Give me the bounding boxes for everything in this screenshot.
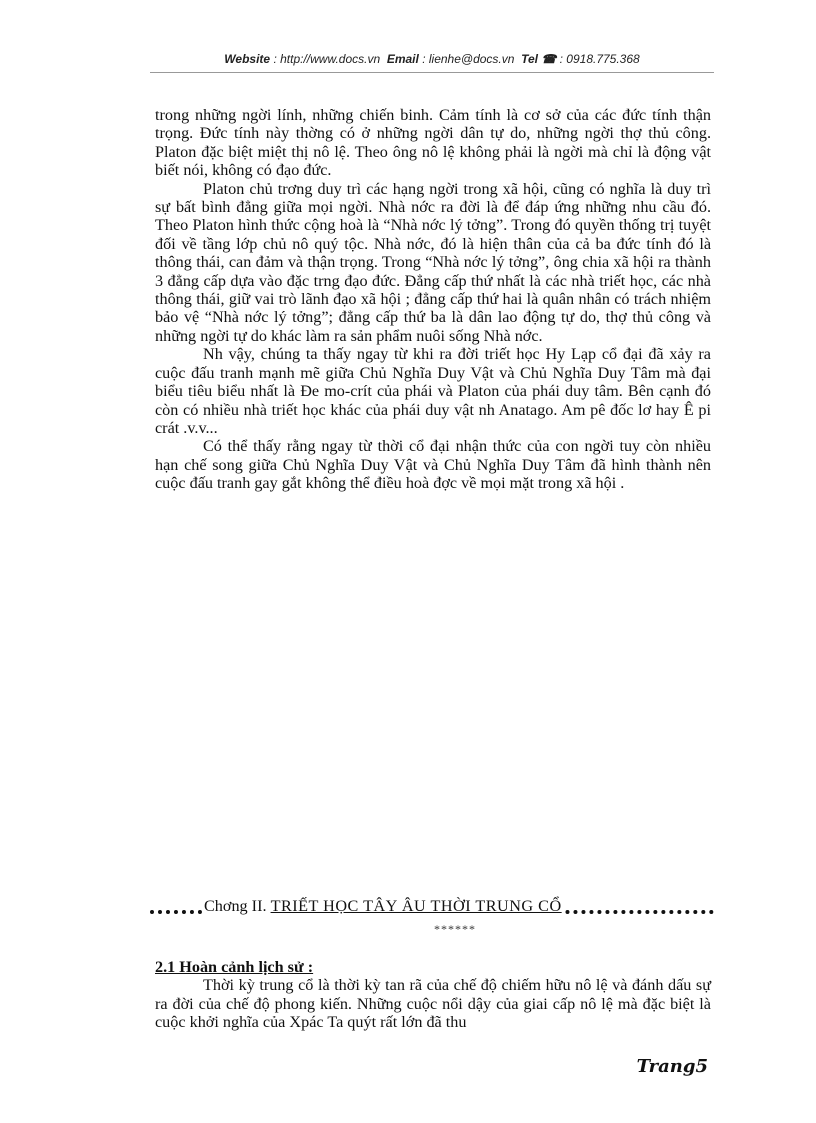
chapter-stars: ****** (434, 922, 476, 936)
chapter-title-text: TRIẾT HỌC TÂY ÂU THỜI TRUNG CỔ (270, 897, 562, 915)
body-text (155, 106, 711, 493)
section-paragraph: Thời kỳ trung cổ là thời kỳ tan rã của chế độ chiếm hữu nô lệ và đánh dấu sự ra đời của chế độ phong kiến. Những cuộc nổi dậy của giai cấp nô lệ mà đặc biệt là cuộc khởi nghĩa của Xpác Ta quýt rất lớn đã thu (155, 976, 711, 1032)
chapter-prefix: Chơng II. (204, 897, 267, 915)
tel-label: Tel ☎ (521, 52, 557, 66)
page-header (150, 52, 714, 66)
paragraph: Có thể thấy rằng ngay từ thời cổ đại nhận thức của con ngời tuy còn nhiều hạn chế song giữa Chủ Nghĩa Duy Vật và Chủ Nghĩa Duy Tâm đã hình thành nên cuộc đấu tranh gay gắt không thể điều hoà đợc về mọi mặt trong xã hội . (155, 437, 711, 493)
header-divider (150, 72, 714, 73)
paragraph: Platon chủ trơng duy trì các hạng ngời trong xã hội, cũng có nghĩa là duy trì sự bất bình đẳng giữa mọi ngời. Nhà nớc ra đời là để đáp ứng những nhu cầu đó. Theo Platon hình thức cộng hoà là “Nhà nớc lý tởng”. Trong đó quyền thống trị tuyệt đối về tầng lớp chủ nô quý tộc. Nhà nớc, đó là hiện thân của cả ba đức tính đó là thông thái, can đảm và thận trọng. Trong “Nhà nớc lý tởng”, ông chia xã hội ra thành 3 đẳng cấp dựa vào đặc trng đạo đức. Đẳng cấp thứ nhất là các nhà triết học, các nhà thông thái, giữ vai trò lãnh đạo xã hội ; đẳng cấp thứ hai là quân nhân có trách nhiệm bảo vệ “Nhà nớc lý tởng”; đẳng cấp thứ ba là dân lao động tự do, thợ thủ công và những ngời tự do khác làm ra sản phẩm nuôi sống Nhà nớc. (155, 179, 711, 345)
email-value: : lienhe@docs.vn (422, 52, 515, 66)
chapter-heading-row (150, 897, 714, 919)
tel-value: : 0918.775.368 (559, 52, 640, 66)
paragraph: Nh vậy, chúng ta thấy ngay từ khi ra đời triết học Hy Lạp cổ đại đã xảy ra cuộc đấu tranh mạnh mẽ giữa Chủ Nghĩa Duy Vật và Chủ Nghĩa Duy Tâm mà đại biểu tiêu biểu nhất là Đe mo-crít của phái và Platon của phái duy tâm. Bên cạnh đó còn có nhiều nhà triết học khác của phái duy vật nh Anatago. Am pê đốc lơ hay Ê pi crát .v.v... (155, 345, 711, 437)
website-value: : http://www.docs.vn (273, 52, 381, 66)
section-heading: 2.1 Hoàn cảnh lịch sử : (155, 958, 314, 976)
page-number: Trang5 (636, 1056, 708, 1077)
paragraph: trong những ngời lính, những chiến binh. Cảm tính là cơ sở của các đức tính thận trọng. Đức tính này thờng có ở những ngời dân tự do, những ngời thợ thủ công. Platon đặc biệt miệt thị nô lệ. Theo ông nô lệ không phải là ngời mà chỉ là động vật biết nói, không có đạo đức. (155, 106, 711, 180)
website-label: Website (224, 52, 271, 66)
chapter-title (202, 897, 564, 916)
section-2-1 (155, 958, 711, 1032)
email-label: Email (386, 52, 419, 66)
